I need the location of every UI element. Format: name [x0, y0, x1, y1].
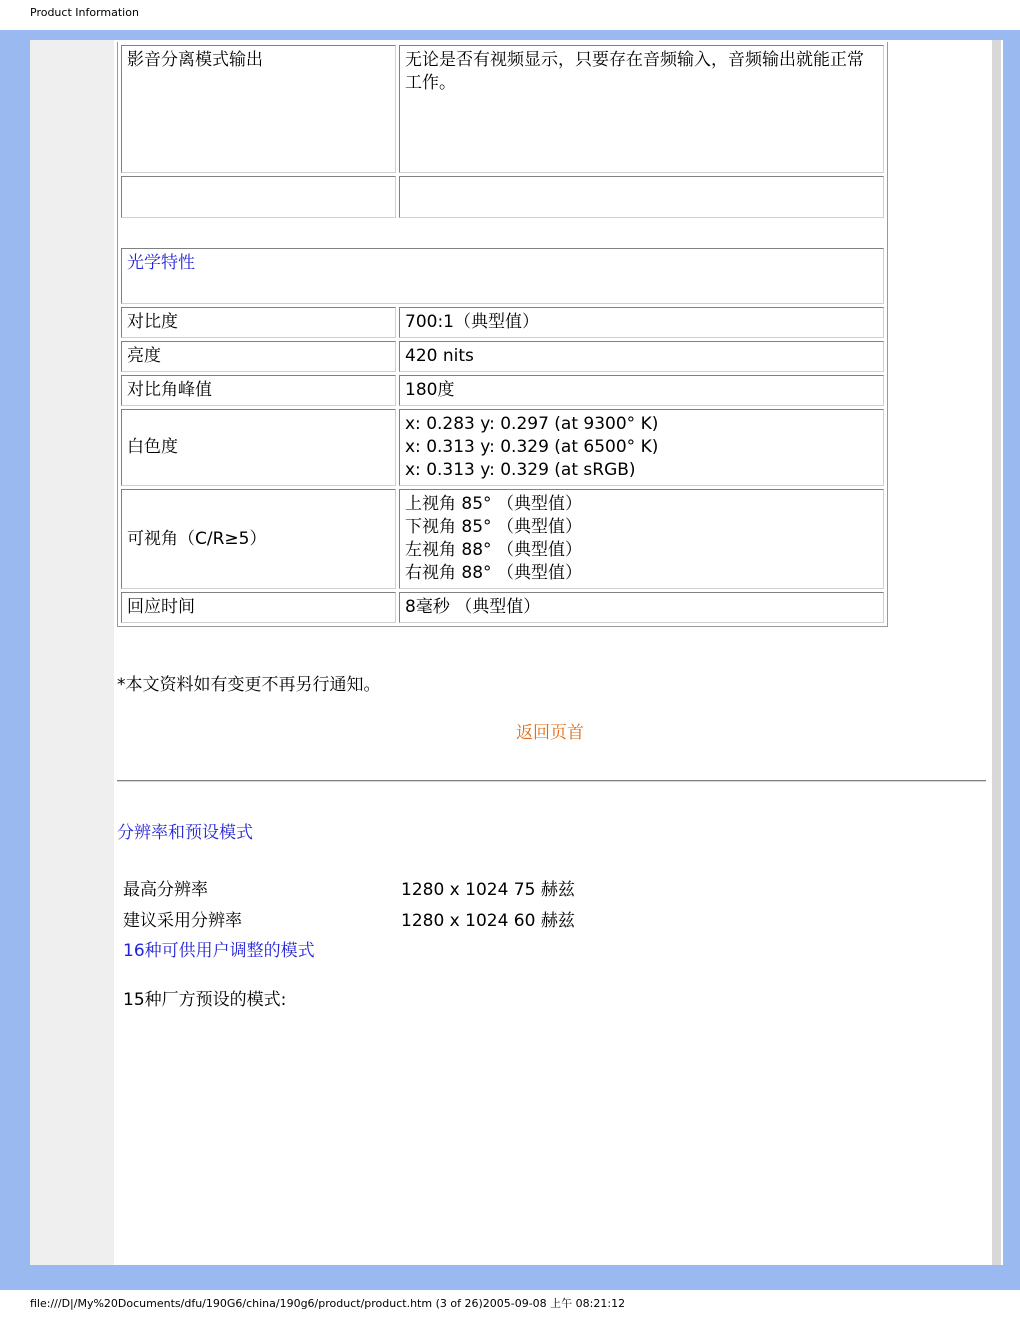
user-modes-link[interactable]: 16种可供用户调整的模式 [123, 941, 315, 961]
recommended-resolution-value: 1280 x 1024 60 赫兹 [401, 911, 575, 931]
value-line: 180度 [405, 380, 455, 400]
value-line: 下视角 85° （典型值） [405, 517, 582, 537]
spec-value-response-time [399, 592, 884, 623]
factory-modes-label: 15种厂方预设的模式: [123, 990, 287, 1010]
spec-label-peak-contrast-angle: 对比角峰值 [121, 375, 396, 406]
spec-table [117, 42, 888, 627]
change-notice: *本文资料如有变更不再另行通知。 [117, 675, 381, 695]
spec-label-brightness: 亮度 [121, 341, 396, 372]
max-resolution-value: 1280 x 1024 75 赫兹 [401, 880, 575, 900]
value-line: x: 0.313 y: 0.329 (at sRGB) [405, 460, 636, 480]
optical-section-title: 光学特性 [121, 248, 884, 304]
value-line: 右视角 88° （典型值） [405, 563, 582, 583]
av-mode-value: 无论是否有视频显示，只要存在音频输入，音频输出就能正常工作。 [399, 45, 884, 173]
resolution-section-title: 分辨率和预设模式 [117, 823, 253, 843]
spec-value-viewing-angle [399, 489, 884, 589]
value-line: 8毫秒 （典型值） [405, 597, 541, 617]
spec-value-brightness [399, 341, 884, 372]
value-line: x: 0.283 y: 0.297 (at 9300° K) [405, 414, 659, 434]
spacer [121, 221, 884, 245]
value-line: 700:1（典型值） [405, 312, 539, 332]
av-mode-label: 影音分离模式输出 [121, 45, 396, 173]
spec-label-response-time: 回应时间 [121, 592, 396, 623]
divider [117, 780, 986, 782]
max-resolution-label: 最高分辨率 [123, 880, 208, 900]
spec-label-viewing-angle: 可视角（C/R≥5） [121, 489, 396, 589]
spec-value-peak-contrast-angle [399, 375, 884, 406]
empty-cell [399, 176, 884, 218]
spec-value-contrast [399, 307, 884, 338]
spec-label-white-point: 白色度 [121, 409, 396, 486]
value-line: 上视角 85° （典型值） [405, 494, 582, 514]
empty-cell [121, 176, 396, 218]
value-line: 420 nits [405, 346, 474, 366]
spec-value-white-point [399, 409, 884, 486]
page-footer-path: file:///D|/My%20Documents/dfu/190G6/china/190g6/product/product.htm (3 of 26)2005-09-08 上午 08:21:12 [30, 1297, 626, 1310]
back-to-top-link[interactable]: 返回页首 [516, 723, 584, 743]
page-header-title: Product Information [30, 6, 139, 19]
left-panel [30, 40, 114, 1265]
value-line: x: 0.313 y: 0.329 (at 6500° K) [405, 437, 659, 457]
recommended-resolution-label: 建议采用分辨率 [123, 911, 242, 931]
right-scrollbar[interactable] [992, 40, 1001, 1265]
spec-label-contrast: 对比度 [121, 307, 396, 338]
value-line: 左视角 88° （典型值） [405, 540, 582, 560]
